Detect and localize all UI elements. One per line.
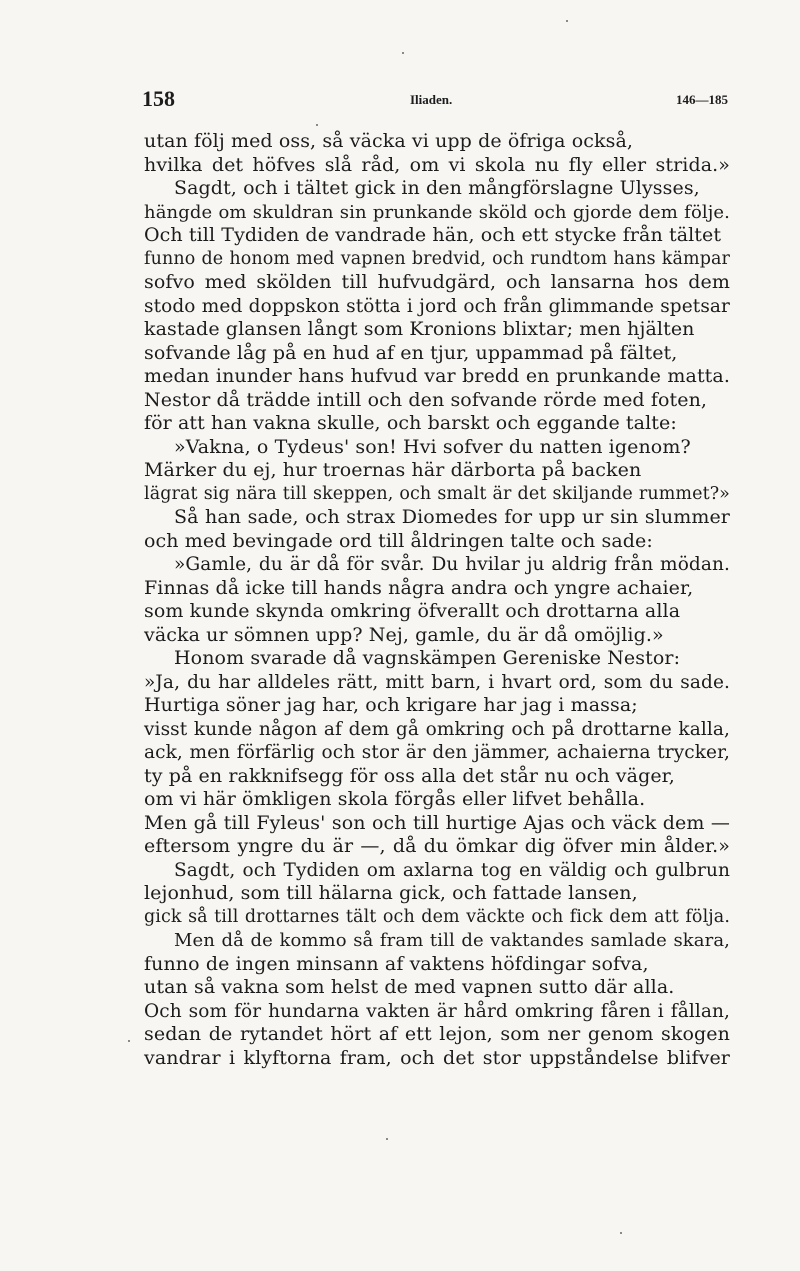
verse-line: väcka ur sömnen upp? Nej, gamle, du är då omöjlig.»	[144, 623, 664, 646]
verse-line: »Gamle, du är då för svår. Du hvilar ju aldrig från mödan.	[174, 554, 730, 575]
verse-line: sofvande låg på en hud af en tjur, uppammad på fältet,	[144, 341, 678, 364]
verse-line: Finnas då icke till hands några andra och yngre achaier,	[144, 576, 694, 599]
scan-speck	[316, 124, 318, 126]
verse-line: lejonhud, som till hälarna gick, och fattade lansen,	[144, 882, 638, 904]
verse-line: om vi här ömkligen skola förgås eller lifvet behålla.	[144, 788, 646, 810]
scan-speck	[620, 1232, 622, 1234]
verse-line: Nestor då trädde intill och den sofvande rörde med foten,	[144, 388, 708, 411]
scan-speck	[128, 1040, 130, 1042]
verse-line: Sagdt, och i tältet gick in den mångförslagne Ulysses,	[174, 177, 700, 199]
verse-line: »Vakna, o Tydeus' son! Hvi sofver du natten igenom?	[174, 435, 691, 458]
page-header	[142, 86, 730, 116]
verse-line: Och som för hundarna vakten är hård omkring fåren i fållan,	[144, 1000, 730, 1022]
scan-speck	[386, 1138, 388, 1140]
verse-line: kastade glansen långt som Kronions blixtar; men hjälten	[144, 318, 695, 340]
verse-line: lägrat sig nära till skeppen, och smalt är det skiljande rummet?»	[144, 483, 730, 504]
scan-speck	[402, 52, 404, 54]
verse-line: Honom svarade då vagnskämpen Gereniske Nestor:	[174, 647, 681, 669]
verse-line: hvilka det höfves slå råd, om vi skola nu fly eller strida.»	[144, 153, 730, 176]
verse-line: gick så till drottarnes tält och dem väckte och fick dem att följa.	[144, 906, 730, 927]
verse-line: Så han sade, och strax Diomedes for upp ur sin slummer	[174, 506, 730, 528]
verse-line: för att han vakna skulle, och barskt och eggande talte:	[144, 412, 677, 434]
verse-line: eftersom yngre du är —, då du ömkar dig öfver min ålder.»	[144, 835, 730, 857]
verse-line: visst kunde någon af dem gå omkring och på drottarne kalla,	[144, 718, 730, 740]
verse-line: Märker du ej, hur troernas här därborta på backen	[144, 459, 642, 481]
verse-line: hängde om skuldran sin prunkande sköld och gjorde dem följe.	[144, 201, 730, 223]
verse-line: och med bevingade ord till åldringen talte och sade:	[144, 529, 653, 552]
verse-line: stodo med doppskon stötta i jord och från glimmande spetsar	[144, 295, 730, 317]
line-range: 146—185	[676, 92, 728, 107]
verse-line: Men gå till Fyleus' son och till hurtige Ajas och väck dem —	[144, 811, 730, 834]
verse-line: sedan de rytandet hört af ett lejon, som ner genom skogen	[144, 1023, 730, 1045]
verse-line: vandrar i klyftorna fram, och det stor uppståndelse blifver	[144, 1046, 730, 1069]
verse-line: medan inunder hans hufvud var bredd en prunkande matta.	[144, 365, 730, 387]
verse-text	[144, 130, 730, 1070]
verse-line: Och till Tydiden de vandrade hän, och ett stycke från tältet	[144, 224, 722, 246]
running-title: Iliaden.	[410, 92, 453, 107]
verse-line: »Ja, du har alldeles rätt, mitt barn, i hvart ord, som du sade.	[144, 671, 730, 693]
verse-line: ack, men förfärlig och stor är den jämmer, achaierna trycker,	[144, 742, 730, 763]
verse-line: funno de honom med vapnen bredvid, och rundtom hans kämpar	[144, 248, 730, 269]
verse-line: som kunde skynda omkring öfverallt och drottarna alla	[144, 600, 681, 622]
verse-line: Hurtiga söner jag har, och krigare har jag i massa;	[144, 694, 638, 716]
page-number: 158	[142, 86, 175, 111]
verse-line: utan så vakna som helst de med vapnen sutto där alla.	[144, 976, 675, 998]
scan-speck	[566, 20, 568, 22]
verse-line: Sagdt, och Tydiden om axlarna tog en väldig och gulbrun	[174, 859, 730, 881]
verse-line: sofvo med skölden till hufvudgärd, och lansarna hos dem	[144, 271, 730, 293]
verse-line: Men då de kommo så fram till de vaktandes samlade skara,	[174, 930, 730, 951]
verse-line: ty på en rakknifsegg för oss alla det står nu och väger,	[144, 764, 675, 787]
verse-line: utan följ med oss, så väcka vi upp de öfriga också,	[144, 130, 634, 152]
verse-line: funno de ingen minsann af vaktens höfdingar sofva,	[144, 952, 649, 975]
